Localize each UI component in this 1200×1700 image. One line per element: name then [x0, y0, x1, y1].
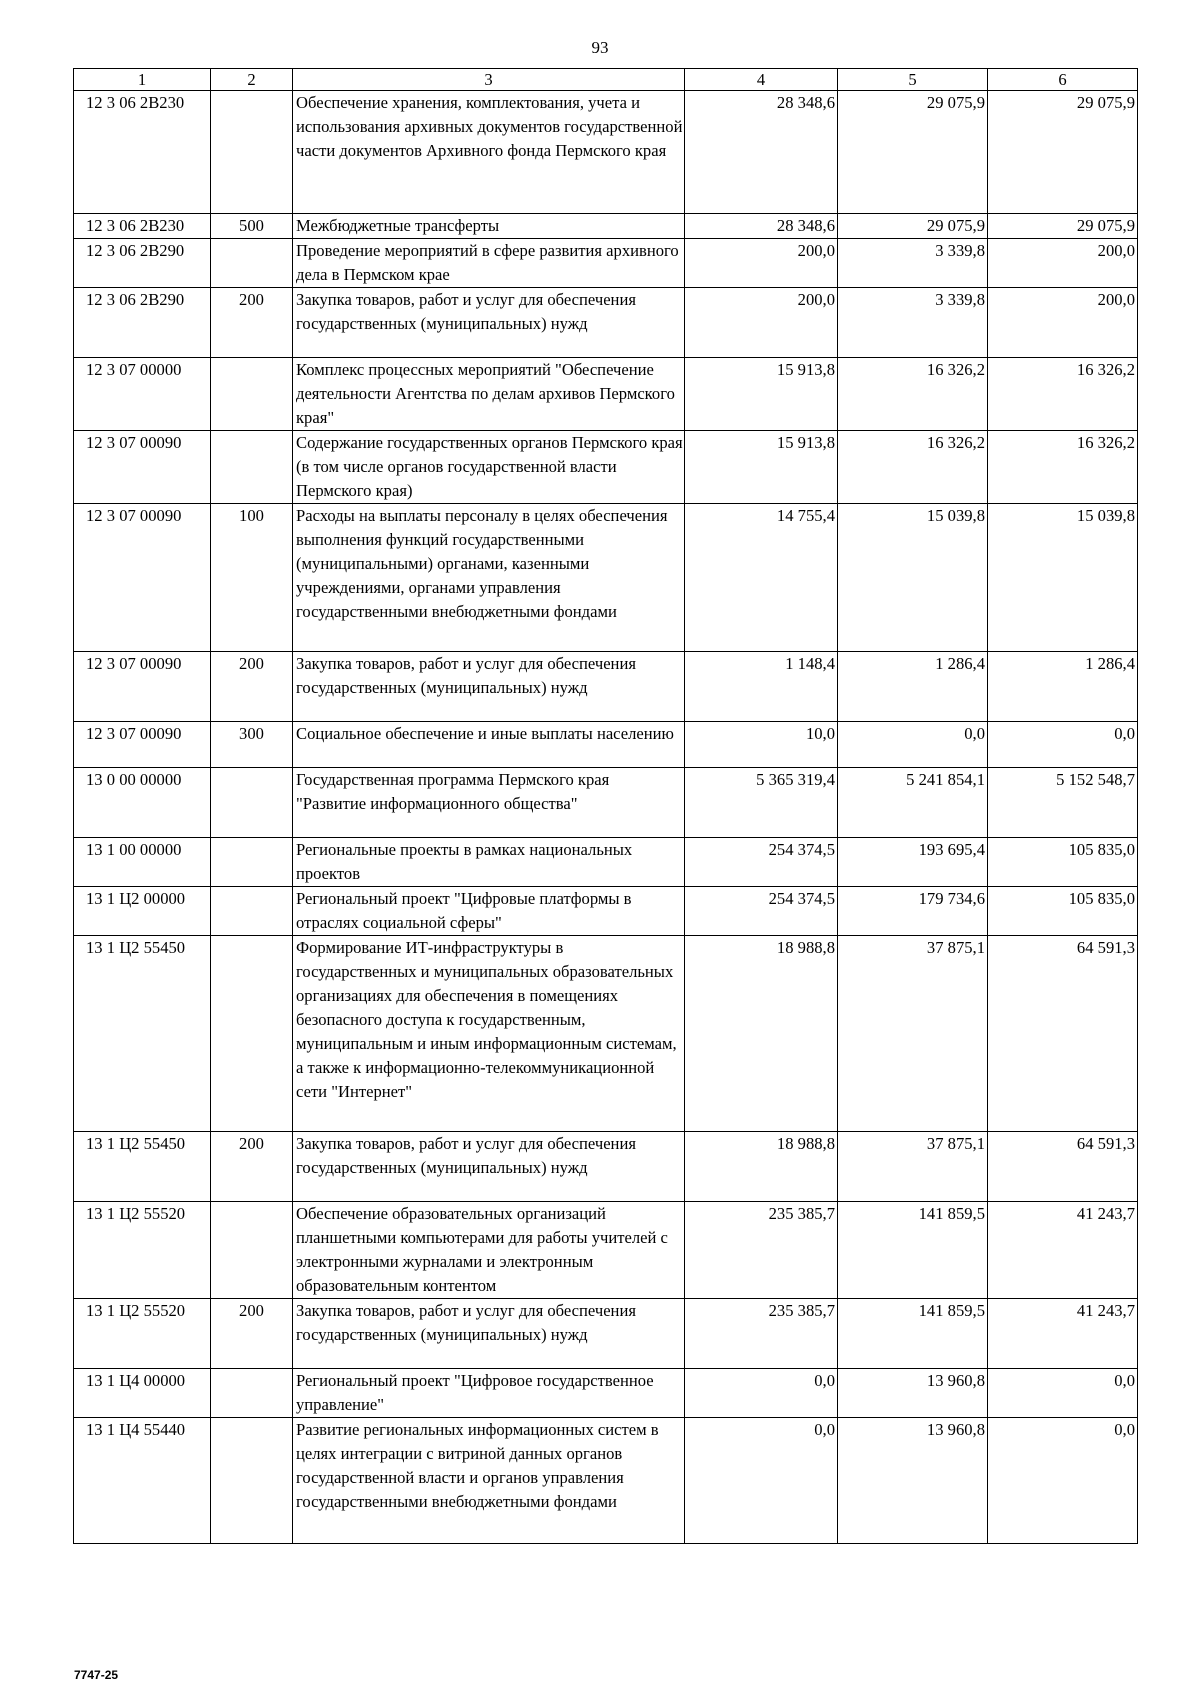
- table-row: [74, 1202, 1138, 1299]
- row-name: Региональные проекты в рамках национальных проектов: [293, 838, 685, 887]
- row-amount-col5: 13 960,8: [838, 1418, 988, 1544]
- row-amount-col5: 179 734,6: [838, 887, 988, 936]
- row-name: Проведение мероприятий в сфере развития архивного дела в Пермском крае: [293, 239, 685, 288]
- row-amount-col5: 13 960,8: [838, 1369, 988, 1418]
- row-amount-col4: 254 374,5: [685, 887, 838, 936]
- column-header-3: 3: [293, 69, 685, 91]
- row-amount-col4: 235 385,7: [685, 1202, 838, 1299]
- row-amount-col5: 3 339,8: [838, 239, 988, 288]
- column-header-2: 2: [211, 69, 293, 91]
- row-amount-col5: 141 859,5: [838, 1299, 988, 1369]
- row-amount-col6: 200,0: [988, 239, 1138, 288]
- row-expense-type: [211, 358, 293, 431]
- column-header-4: 4: [685, 69, 838, 91]
- document-code: 7747-25: [74, 1668, 119, 1682]
- table-row: [74, 652, 1138, 722]
- table-row: [74, 1418, 1138, 1544]
- row-expense-type: 200: [211, 1299, 293, 1369]
- table-row: [74, 214, 1138, 239]
- row-amount-col4: 18 988,8: [685, 1132, 838, 1202]
- row-amount-col4: 15 913,8: [685, 431, 838, 504]
- row-amount-col4: 200,0: [685, 239, 838, 288]
- row-amount-col5: 37 875,1: [838, 1132, 988, 1202]
- row-code: 12 3 07 00090: [74, 504, 211, 652]
- row-amount-col4: 14 755,4: [685, 504, 838, 652]
- row-amount-col6: 0,0: [988, 1418, 1138, 1544]
- row-expense-type: 200: [211, 288, 293, 358]
- row-amount-col6: 16 326,2: [988, 358, 1138, 431]
- row-name: Государственная программа Пермского края "Развитие информационного общества": [293, 768, 685, 838]
- row-amount-col6: 15 039,8: [988, 504, 1138, 652]
- table-row: [74, 504, 1138, 652]
- row-name: Обеспечение образовательных организаций планшетными компьютерами для работы учителей с электронными журналами и электронным образовательным контентом: [293, 1202, 685, 1299]
- row-amount-col6: 105 835,0: [988, 838, 1138, 887]
- row-name: Формирование ИТ-инфраструктуры в государственных и муниципальных образовательных организациях для обеспечения в помещениях безопасного доступа к государственным, муниципальным и иным информационным системам, а также к информационно-телекоммуникационной сети "Интернет": [293, 936, 685, 1132]
- row-amount-col6: 41 243,7: [988, 1202, 1138, 1299]
- row-amount-col5: 16 326,2: [838, 358, 988, 431]
- row-amount-col5: 29 075,9: [838, 91, 988, 214]
- row-code: 13 1 00 00000: [74, 838, 211, 887]
- table-row: [74, 288, 1138, 358]
- row-amount-col4: 15 913,8: [685, 358, 838, 431]
- row-name: Обеспечение хранения, комплектования, учета и использования архивных документов государственной части документов Архивного фонда Пермского края: [293, 91, 685, 214]
- row-code: 12 3 06 2В290: [74, 239, 211, 288]
- row-expense-type: [211, 1202, 293, 1299]
- table-row: [74, 887, 1138, 936]
- row-expense-type: [211, 838, 293, 887]
- row-amount-col6: 105 835,0: [988, 887, 1138, 936]
- row-code: 13 1 Ц2 55450: [74, 1132, 211, 1202]
- column-header-5: 5: [838, 69, 988, 91]
- row-code: 12 3 07 00000: [74, 358, 211, 431]
- table-row: [74, 431, 1138, 504]
- row-amount-col6: 0,0: [988, 722, 1138, 768]
- row-name: Содержание государственных органов Пермского края (в том числе органов государственной власти Пермского края): [293, 431, 685, 504]
- table-row: [74, 91, 1138, 214]
- row-amount-col6: 64 591,3: [988, 936, 1138, 1132]
- row-amount-col4: 28 348,6: [685, 91, 838, 214]
- row-amount-col5: 193 695,4: [838, 838, 988, 887]
- row-name: Закупка товаров, работ и услуг для обеспечения государственных (муниципальных) нужд: [293, 288, 685, 358]
- row-expense-type: 200: [211, 652, 293, 722]
- row-amount-col4: 18 988,8: [685, 936, 838, 1132]
- row-expense-type: [211, 768, 293, 838]
- row-amount-col4: 254 374,5: [685, 838, 838, 887]
- table-row: [74, 239, 1138, 288]
- row-code: 13 1 Ц2 55520: [74, 1299, 211, 1369]
- row-expense-type: [211, 1418, 293, 1544]
- row-amount-col4: 10,0: [685, 722, 838, 768]
- row-amount-col5: 37 875,1: [838, 936, 988, 1132]
- row-expense-type: [211, 431, 293, 504]
- row-amount-col4: 200,0: [685, 288, 838, 358]
- row-amount-col5: 0,0: [838, 722, 988, 768]
- row-expense-type: 100: [211, 504, 293, 652]
- row-amount-col5: 15 039,8: [838, 504, 988, 652]
- row-code: 13 1 Ц4 00000: [74, 1369, 211, 1418]
- row-amount-col5: 141 859,5: [838, 1202, 988, 1299]
- row-amount-col4: 0,0: [685, 1418, 838, 1544]
- header-row: [74, 69, 1138, 91]
- row-name: Социальное обеспечение и иные выплаты населению: [293, 722, 685, 768]
- row-code: 12 3 06 2В230: [74, 91, 211, 214]
- column-header-6: 6: [988, 69, 1138, 91]
- row-amount-col5: 16 326,2: [838, 431, 988, 504]
- table-row: [74, 722, 1138, 768]
- row-code: 12 3 07 00090: [74, 431, 211, 504]
- row-expense-type: [211, 887, 293, 936]
- row-name: Комплекс процессных мероприятий "Обеспечение деятельности Агентства по делам архивов Пермского края": [293, 358, 685, 431]
- row-name: Развитие региональных информационных систем в целях интеграции с витриной данных органов государственной власти и органов управления государственными внебюджетными фондами: [293, 1418, 685, 1544]
- row-amount-col6: 29 075,9: [988, 214, 1138, 239]
- table-row: [74, 1299, 1138, 1369]
- row-expense-type: 200: [211, 1132, 293, 1202]
- row-name: Региональный проект "Цифровое государственное управление": [293, 1369, 685, 1418]
- column-header-1: 1: [74, 69, 211, 91]
- row-code: 13 1 Ц2 00000: [74, 887, 211, 936]
- row-expense-type: 500: [211, 214, 293, 239]
- row-amount-col4: 1 148,4: [685, 652, 838, 722]
- row-code: 12 3 06 2В230: [74, 214, 211, 239]
- table-row: [74, 768, 1138, 838]
- table-row: [74, 1369, 1138, 1418]
- row-expense-type: [211, 91, 293, 214]
- row-amount-col6: 16 326,2: [988, 431, 1138, 504]
- row-amount-col6: 1 286,4: [988, 652, 1138, 722]
- row-amount-col6: 0,0: [988, 1369, 1138, 1418]
- row-amount-col4: 5 365 319,4: [685, 768, 838, 838]
- row-name: Закупка товаров, работ и услуг для обеспечения государственных (муниципальных) нужд: [293, 652, 685, 722]
- row-name: Закупка товаров, работ и услуг для обеспечения государственных (муниципальных) нужд: [293, 1299, 685, 1369]
- row-amount-col5: 3 339,8: [838, 288, 988, 358]
- row-expense-type: 300: [211, 722, 293, 768]
- row-amount-col5: 5 241 854,1: [838, 768, 988, 838]
- row-name: Межбюджетные трансферты: [293, 214, 685, 239]
- row-code: 12 3 07 00090: [74, 652, 211, 722]
- row-amount-col4: 235 385,7: [685, 1299, 838, 1369]
- table-row: [74, 1132, 1138, 1202]
- row-amount-col5: 29 075,9: [838, 214, 988, 239]
- table-row: [74, 838, 1138, 887]
- row-code: 13 1 Ц2 55520: [74, 1202, 211, 1299]
- row-amount-col5: 1 286,4: [838, 652, 988, 722]
- row-amount-col6: 200,0: [988, 288, 1138, 358]
- row-amount-col4: 0,0: [685, 1369, 838, 1418]
- row-name: Закупка товаров, работ и услуг для обеспечения государственных (муниципальных) нужд: [293, 1132, 685, 1202]
- row-amount-col6: 29 075,9: [988, 91, 1138, 214]
- table-row: [74, 358, 1138, 431]
- row-amount-col6: 5 152 548,7: [988, 768, 1138, 838]
- row-code: 13 1 Ц4 55440: [74, 1418, 211, 1544]
- budget-table: [73, 68, 1138, 1544]
- row-amount-col6: 64 591,3: [988, 1132, 1138, 1202]
- row-code: 13 1 Ц2 55450: [74, 936, 211, 1132]
- row-expense-type: [211, 239, 293, 288]
- row-name: Региональный проект "Цифровые платформы в отраслях социальной сферы": [293, 887, 685, 936]
- row-code: 12 3 07 00090: [74, 722, 211, 768]
- row-name: Расходы на выплаты персоналу в целях обеспечения выполнения функций государственными (муниципальными) органами, казенными учреждениями, органами управления государственными внебюджетными фондами: [293, 504, 685, 652]
- row-amount-col4: 28 348,6: [685, 214, 838, 239]
- row-code: 13 0 00 00000: [74, 768, 211, 838]
- row-expense-type: [211, 1369, 293, 1418]
- row-amount-col6: 41 243,7: [988, 1299, 1138, 1369]
- page-number: 93: [591, 38, 609, 57]
- table-row: [74, 936, 1138, 1132]
- row-expense-type: [211, 936, 293, 1132]
- row-code: 12 3 06 2В290: [74, 288, 211, 358]
